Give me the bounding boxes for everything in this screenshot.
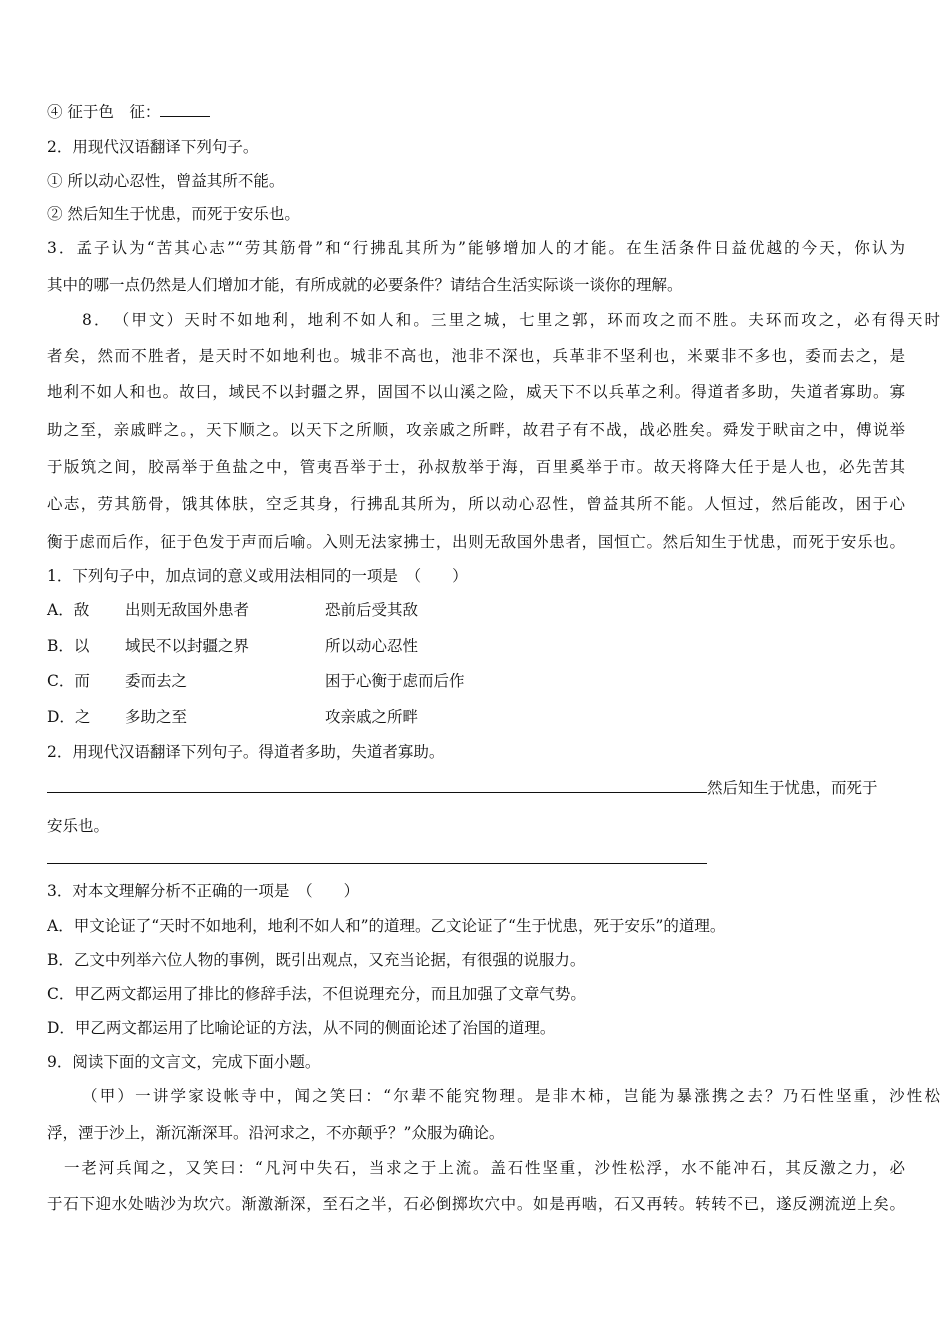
passage-line: 衡于虑而后作，征于色发于声而后喻。入则无法家拂士，出则无敌国外患者，国恒亡。然后知生于忧患，而死于安乐也。 [47, 533, 905, 551]
question-option: A．甲文论证了“天时不如地利，地利不如人和”的道理。乙文论证了“生于忧患，死于安乐”的道理。 [47, 917, 726, 935]
option-row [47, 600, 418, 620]
question-line: 1．下列句子中，加点词的意义或用法相同的一项是 （ ） [47, 567, 468, 585]
answer-blank [47, 777, 707, 793]
passage-line: 8． （甲文）天时不如地利，地利不如人和。三里之城，七里之郭，环而攻之而不胜。夫环而攻之，必有得天时 [82, 311, 940, 329]
question-option: B．乙文中列举六位人物的事例，既引出观点，又充当论据，有很强的说服力。 [47, 951, 586, 969]
option-a: 域民不以封疆之界 [125, 637, 250, 655]
passage-line: 地利不如人和也。故曰，域民不以封疆之界，固国不以山溪之险，威天下不以兵革之利。得道者多助，失道者寡助。寡 [47, 383, 905, 401]
question-line: 安乐也。 [47, 817, 110, 835]
option-row [47, 671, 465, 691]
question-line [47, 101, 210, 122]
passage-line: 于版筑之间，胶鬲举于鱼盐之中，管夷吾举于士，孙叔敖举于海，百里奚举于市。故天将降大任于是人也，必先苦其 [47, 458, 905, 476]
option-key: A．敌 [47, 601, 90, 619]
passage-line: 于石下迎水处啮沙为坎穴。渐激渐深，至石之半，石必倒掷坎穴中。如是再啮，石又再转。转转不已，遂反溯流逆上矣。 [47, 1195, 905, 1213]
option-key: B．以 [47, 637, 90, 655]
option-a: 多助之至 [125, 708, 188, 726]
question-line: ② 然后知生于忧患，而死于安乐也。 [47, 205, 300, 223]
option-row [47, 636, 418, 656]
question-option: D．甲乙两文都运用了比喻论证的方法，从不同的侧面论述了治国的道理。 [47, 1019, 556, 1037]
option-key: C．而 [47, 672, 90, 690]
question-option: C．甲乙两文都运用了排比的修辞手法，不但说理充分，而且加强了文章气势。 [47, 985, 586, 1003]
option-b: 所以动心忍性 [325, 637, 419, 655]
question-line: 9．阅读下面的文言文，完成下面小题。 [47, 1053, 321, 1071]
question-line: 3．孟子认为“苦其心志”“劳其筋骨”和“行拂乱其所为”能够增加人的才能。在生活条件日益优越的今天，你认为 [47, 239, 905, 257]
question-line: 2．用现代汉语翻译下列句子。得道者多助，失道者寡助。 [47, 743, 445, 761]
passage-line: 浮，湮于沙上，渐沉渐深耳。沿河求之，不亦颠乎？”众服为确论。 [47, 1124, 505, 1142]
passage-line: （甲）一讲学家设帐寺中，闻之笑曰：“尔辈不能究物理。是非木柿，岂能为暴涨携之去？乃石性坚重，沙性松 [82, 1087, 940, 1105]
question-line: 2．用现代汉语翻译下列句子。 [47, 138, 259, 156]
option-a: 出则无敌国外患者 [125, 601, 250, 619]
answer-blank [47, 863, 707, 864]
option-b: 恐前后受其敌 [325, 601, 419, 619]
passage-line: 者矣，然而不胜者，是天时不如地利也。城非不高也，池非不深也，兵革非不坚利也，米粟非不多也，委而去之，是 [47, 347, 905, 365]
option-b: 困于心衡于虑而后作 [325, 672, 465, 690]
passage-line: 心志，劳其筋骨，饿其体肤，空乏其身，行拂乱其所为，所以动心忍性，曾益其所不能。人恒过，然后能改，困于心 [47, 495, 905, 513]
option-a: 委而去之 [125, 672, 188, 690]
question-line: 3．对本文理解分析不正确的一项是 （ ） [47, 882, 360, 900]
question-line: 其中的哪一点仍然是人们增加才能，有所成就的必要条件？请结合生活实际谈一谈你的理解。 [47, 276, 683, 294]
answer-line [47, 777, 878, 798]
question-line: ① 所以动心忍性，曾益其所不能。 [47, 172, 285, 190]
line-text: ④ 征于色 征： [47, 103, 161, 121]
option-key: D．之 [47, 708, 91, 726]
line-text: 然后知生于忧患，而死于 [707, 779, 878, 797]
answer-blank [160, 101, 210, 117]
option-row [47, 707, 418, 727]
option-b: 攻亲戚之所畔 [325, 708, 419, 726]
passage-line: 一老河兵闻之，又笑曰：“凡河中失石，当求之于上流。盖石性坚重，沙性松浮，水不能冲石，其反激之力，必 [64, 1159, 905, 1177]
passage-line: 助之至，亲戚畔之。，天下顺之。以天下之所顺，攻亲戚之所畔，故君子有不战，战必胜矣。舜发于畎亩之中，傅说举 [47, 421, 905, 439]
